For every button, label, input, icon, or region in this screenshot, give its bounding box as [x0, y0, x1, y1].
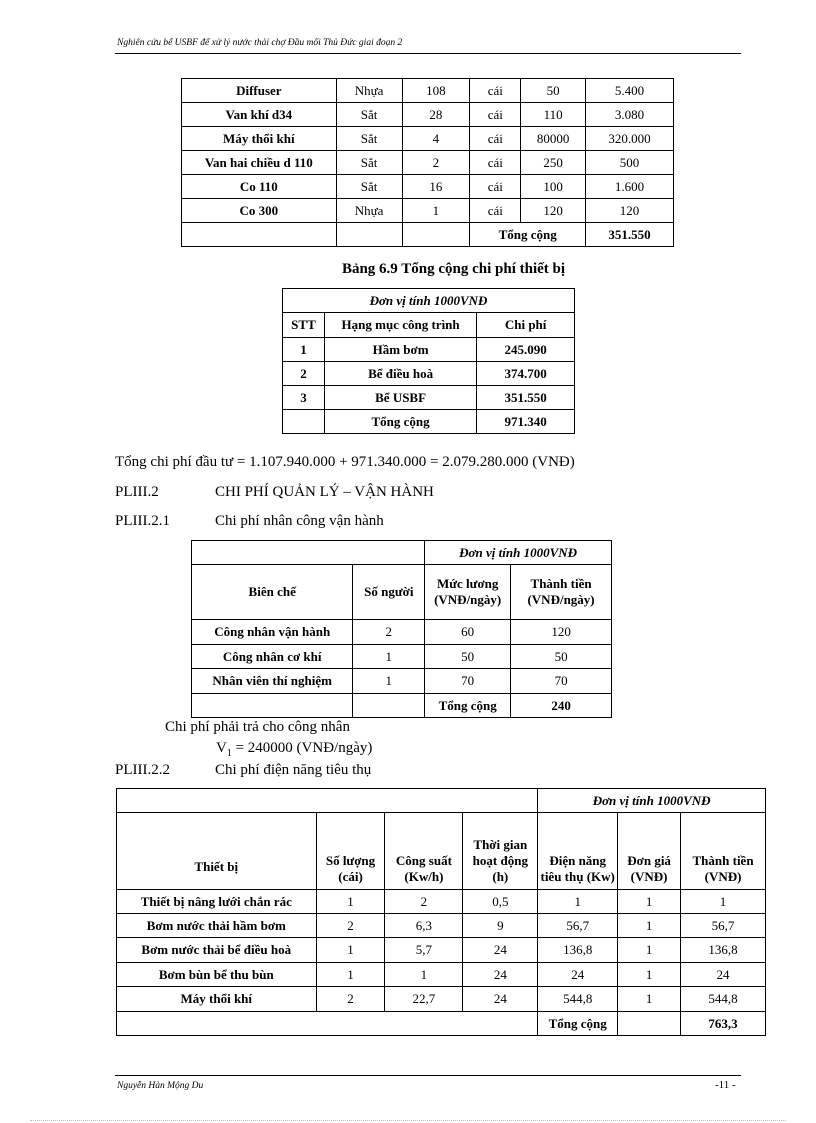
table-cell: 1 [681, 890, 766, 914]
column-header: Đơn giá (VNĐ) [618, 813, 681, 890]
table-cell: 1 [385, 963, 463, 987]
table-row [283, 386, 575, 410]
table-cell: 1 [283, 338, 325, 362]
total-value: 763,3 [681, 1012, 766, 1036]
table-cell: 24 [463, 987, 538, 1012]
table-cell: 374.700 [477, 362, 575, 386]
table-row [117, 890, 766, 914]
power-cost-table [116, 788, 766, 1036]
table-cell: 3.080 [586, 103, 674, 127]
column-header: Thời gian hoạt động (h) [463, 813, 538, 890]
table-cell: 1 [316, 890, 385, 914]
section-number: PLIII.2 [115, 484, 159, 500]
table-total-row [192, 694, 612, 718]
column-header: STT [283, 313, 325, 338]
table-cell: 320.000 [586, 127, 674, 151]
total-value: 351.550 [586, 223, 674, 247]
section-number: PLIII.2.2 [115, 762, 170, 778]
table-cell: 60 [425, 620, 511, 645]
column-header: Thiết bị [117, 813, 317, 890]
unit-label: Đơn vị tính 1000VNĐ [538, 789, 766, 813]
header-rule [115, 53, 741, 54]
table-cell: 24 [538, 963, 618, 987]
table-cell: Thiết bị nâng lưới chắn rác [117, 890, 317, 914]
table-cell: 28 [402, 103, 470, 127]
total-value: 971.340 [477, 410, 575, 434]
table-row [192, 669, 612, 694]
table-cell: 1 [353, 669, 425, 694]
column-header: Mức lương (VNĐ/ngày) [425, 565, 511, 620]
table-cell: 1 [618, 963, 681, 987]
footer-rule [115, 1075, 741, 1076]
table-cell: cái [470, 79, 521, 103]
table-total-row [117, 1012, 766, 1036]
column-header: Công suất (Kw/h) [385, 813, 463, 890]
table-cell: 544,8 [538, 987, 618, 1012]
table-cell: 16 [402, 175, 470, 199]
table-cell [182, 223, 337, 247]
table-cell: 6,3 [385, 914, 463, 938]
table-cell: 80000 [521, 127, 586, 151]
table-cell: 1 [316, 963, 385, 987]
section-title: Chi phí nhân công vận hành [215, 513, 384, 529]
column-header: Thành tiền (VNĐ/ngày) [511, 565, 612, 620]
table-cell: Van hai chiều d 110 [182, 151, 337, 175]
table-cell: 2 [283, 362, 325, 386]
formula-subscript: 1 [226, 748, 232, 759]
table-caption: Bảng 6.9 Tổng cộng chi phí thiết bị [341, 261, 566, 277]
table-cell: 50 [425, 645, 511, 669]
unit-label: Đơn vị tính 1000VNĐ [283, 289, 575, 313]
page-bottom-edge [30, 1120, 786, 1121]
table-cell: Công nhân vận hành [192, 620, 353, 645]
table-cell: Nhựa [336, 79, 402, 103]
table-cell: 50 [511, 645, 612, 669]
unit-label: Đơn vị tính 1000VNĐ [425, 541, 612, 565]
table-cell: 500 [586, 151, 674, 175]
table-cell: 120 [586, 199, 674, 223]
section-number: PLIII.2.1 [115, 513, 170, 529]
equipment-table [181, 78, 674, 247]
table-cell: 544,8 [681, 987, 766, 1012]
table-cell: cái [470, 199, 521, 223]
table-cell [192, 694, 353, 718]
labor-formula [216, 740, 372, 759]
table-header-row [283, 313, 575, 338]
table-cell: 108 [402, 79, 470, 103]
labor-cost-table [191, 540, 612, 718]
table-cell: Co 300 [182, 199, 337, 223]
total-investment-text: Tổng chi phí đầu tư = 1.107.940.000 + 971.340.000 = 2.079.280.000 (VNĐ) [115, 454, 575, 470]
table-cell: 1 [538, 890, 618, 914]
table-cell: Hầm bơm [324, 338, 476, 362]
table-cell: Nhựa [336, 199, 402, 223]
table-row [182, 175, 674, 199]
table-cell: 136,8 [681, 938, 766, 963]
subsection-heading [115, 762, 371, 779]
table-cell [353, 694, 425, 718]
table-cell: 56,7 [681, 914, 766, 938]
table-cell [117, 789, 538, 813]
table-cell: cái [470, 151, 521, 175]
formula-symbol: V [216, 740, 227, 756]
table-cell: 24 [463, 938, 538, 963]
table-cell: Co 110 [182, 175, 337, 199]
table-cell: 24 [463, 963, 538, 987]
formula-value: = 240000 (VNĐ/ngày) [231, 740, 373, 756]
table-cell: 70 [425, 669, 511, 694]
table-cell: 2 [316, 914, 385, 938]
table-cell: 136,8 [538, 938, 618, 963]
table-cell: cái [470, 175, 521, 199]
table-cell: 1 [618, 914, 681, 938]
table-cell: Sắt [336, 151, 402, 175]
table-cell: 1 [618, 987, 681, 1012]
table-cell: 351.550 [477, 386, 575, 410]
column-header: Biên chế [192, 565, 353, 620]
table-cell: Bơm nước thải bể điều hoà [117, 938, 317, 963]
table-cell: Sắt [336, 175, 402, 199]
table-cell: 120 [511, 620, 612, 645]
column-header: Số người [353, 565, 425, 620]
table-cell: 0,5 [463, 890, 538, 914]
table-row [182, 199, 674, 223]
table-cell: 120 [521, 199, 586, 223]
column-header: Thành tiền (VNĐ) [681, 813, 766, 890]
table-cell [283, 410, 325, 434]
table-cell: Sắt [336, 103, 402, 127]
table-cell: 100 [521, 175, 586, 199]
table-cell: 110 [521, 103, 586, 127]
table-row [117, 963, 766, 987]
table-cell: 245.090 [477, 338, 575, 362]
table-cell: Bơm nước thải hầm bơm [117, 914, 317, 938]
table-row [182, 79, 674, 103]
table-header-row [117, 813, 766, 890]
total-label: Tổng cộng [425, 694, 511, 718]
table-cell: Máy thổi khí [117, 987, 317, 1012]
table-total-row [283, 410, 575, 434]
table-row [117, 914, 766, 938]
table-cell: Bể USBF [324, 386, 476, 410]
table-cell [192, 541, 425, 565]
table-row [182, 103, 674, 127]
table-row [283, 338, 575, 362]
table-cell: 2 [402, 151, 470, 175]
total-equipment-cost-table [282, 288, 575, 434]
table-cell: 4 [402, 127, 470, 151]
table-cell: Sắt [336, 127, 402, 151]
table-cell: Bơm bùn bể thu bùn [117, 963, 317, 987]
page-number: -11 - [715, 1079, 736, 1091]
table-cell: cái [470, 103, 521, 127]
table-cell [336, 223, 402, 247]
table-row [182, 127, 674, 151]
total-value: 240 [511, 694, 612, 718]
table-cell: Máy thổi khí [182, 127, 337, 151]
table-cell: 5.400 [586, 79, 674, 103]
table-cell: 1 [316, 938, 385, 963]
table-row [117, 987, 766, 1012]
table-cell: Bể điều hoà [324, 362, 476, 386]
table-row [117, 938, 766, 963]
table-cell: 1 [402, 199, 470, 223]
table-cell: 3 [283, 386, 325, 410]
table-cell: 1 [353, 645, 425, 669]
table-cell: 24 [681, 963, 766, 987]
table-cell: 250 [521, 151, 586, 175]
table-cell: Nhân viên thí nghiệm [192, 669, 353, 694]
labor-note: Chi phí phải trả cho công nhân [165, 719, 350, 735]
table-cell [402, 223, 470, 247]
table-cell: 2 [353, 620, 425, 645]
table-cell: 1.600 [586, 175, 674, 199]
table-cell: 50 [521, 79, 586, 103]
table-row [283, 362, 575, 386]
table-cell: 22,7 [385, 987, 463, 1012]
table-cell: 2 [316, 987, 385, 1012]
table-cell: 1 [618, 890, 681, 914]
table-cell: 56,7 [538, 914, 618, 938]
table-cell: 1 [618, 938, 681, 963]
total-label: Tổng cộng [324, 410, 476, 434]
table-cell [618, 1012, 681, 1036]
column-header: Chi phí [477, 313, 575, 338]
column-header: Số lượng (cái) [316, 813, 385, 890]
section-title: Chi phí điện năng tiêu thụ [215, 762, 372, 778]
footer-author: Nguyễn Hàn Mộng Du [117, 1081, 204, 1091]
table-header-row [192, 565, 612, 620]
total-label: Tổng cộng [470, 223, 586, 247]
section-title: CHI PHÍ QUẢN LÝ – VẬN HÀNH [215, 484, 434, 500]
column-header: Hạng mục công trình [324, 313, 476, 338]
table-cell: Van khí d34 [182, 103, 337, 127]
subsection-heading [115, 513, 384, 530]
table-cell [117, 1012, 538, 1036]
table-total-row [182, 223, 674, 247]
table-row [192, 620, 612, 645]
total-label: Tổng cộng [538, 1012, 618, 1036]
table-cell: Công nhân cơ khí [192, 645, 353, 669]
column-header: Điện năng tiêu thụ (Kw) [538, 813, 618, 890]
table-cell: 2 [385, 890, 463, 914]
running-header: Nghiên cứu bể USBF để xử lý nước thải chợ Đầu mối Thủ Đức giai đoạn 2 [117, 38, 403, 48]
table-row [192, 645, 612, 669]
table-cell: 70 [511, 669, 612, 694]
table-row [182, 151, 674, 175]
table-cell: Diffuser [182, 79, 337, 103]
table-cell: 9 [463, 914, 538, 938]
table-cell: 5,7 [385, 938, 463, 963]
table-cell: cái [470, 127, 521, 151]
section-heading [115, 484, 434, 501]
